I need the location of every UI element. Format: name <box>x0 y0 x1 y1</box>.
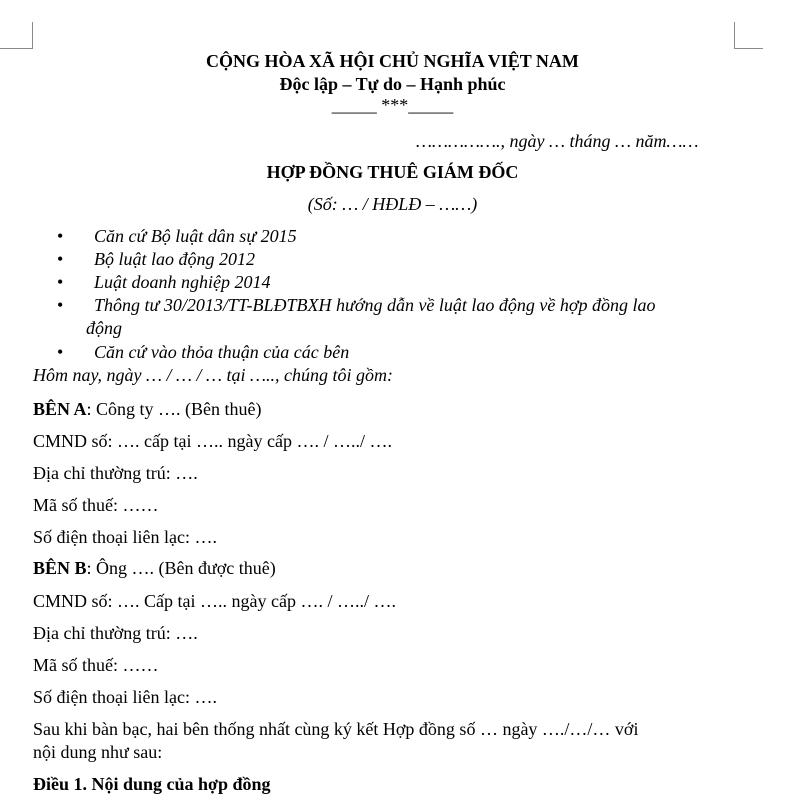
party-a-tax-code: Mã số thuế: …… <box>33 495 159 515</box>
bullet-marker <box>57 271 67 293</box>
party-b-heading <box>33 557 276 579</box>
party-b-id-card: CMND số: …. Cấp tại ….. ngày cấp …. / …../ …. <box>33 591 396 611</box>
motto: Độc lập – Tự do – Hạnh phúc <box>279 74 506 94</box>
party-b-label: BÊN B <box>33 558 87 578</box>
contract-number: (Số: … / HĐLĐ – ……) <box>307 194 478 214</box>
list-item: Luật doanh nghiệp 2014 <box>94 272 271 292</box>
list-item: Bộ luật lao động 2012 <box>94 249 255 269</box>
party-b-phone: Số điện thoại liên lạc: …. <box>33 687 217 707</box>
list-item: Căn cứ Bộ luật dân sự 2015 <box>94 226 297 246</box>
nation-heading: CỘNG HÒA XÃ HỘI CHỦ NGHĨA VIỆT NAM <box>206 51 579 71</box>
agreement-line-1: Sau khi bàn bạc, hai bên thống nhất cùng ký kết Hợp đồng số … ngày …./…/… với <box>33 719 639 739</box>
party-a-heading <box>33 398 262 420</box>
party-b-address: Địa chỉ thường trú: …. <box>33 623 198 643</box>
page-margin-marker-left <box>0 22 33 49</box>
date-line: ……………., ngày … tháng … năm…… <box>416 131 699 151</box>
bullet-marker <box>57 248 67 270</box>
bullet-marker <box>57 341 67 363</box>
party-b-tax-code: Mã số thuế: …… <box>33 655 159 675</box>
intro-line: Hôm nay, ngày … / … / … tại ….., chúng tôi gồm: <box>33 365 393 385</box>
list-item: Căn cứ vào thỏa thuận của các bên <box>94 342 350 362</box>
party-a-label: BÊN A <box>33 399 87 419</box>
contract-title: HỢP ĐỒNG THUÊ GIÁM ĐỐC <box>266 162 519 182</box>
list-item: Thông tư 30/2013/TT-BLĐTBXH hướng dẫn về luật lao động về hợp đồng lao <box>94 295 656 315</box>
agreement-line-2: nội dung như sau: <box>33 742 163 762</box>
party-a-address: Địa chỉ thường trú: …. <box>33 463 198 483</box>
party-a-phone: Số điện thoại liên lạc: …. <box>33 527 217 547</box>
party-a-name: : Công ty …. (Bên thuê) <box>86 399 262 419</box>
bullet-marker <box>57 225 67 247</box>
party-a-id-card: CMND số: …. cấp tại ….. ngày cấp …. / …../ …. <box>33 431 392 451</box>
page-margin-marker-right <box>734 22 763 49</box>
bullet-marker <box>57 294 67 316</box>
list-item-continuation: động <box>86 318 122 338</box>
article-1-heading: Điều 1. Nội dung của hợp đồng <box>33 774 271 794</box>
header-separator: _____ ***_____ <box>331 95 454 115</box>
party-b-name: : Ông …. (Bên được thuê) <box>86 558 276 578</box>
